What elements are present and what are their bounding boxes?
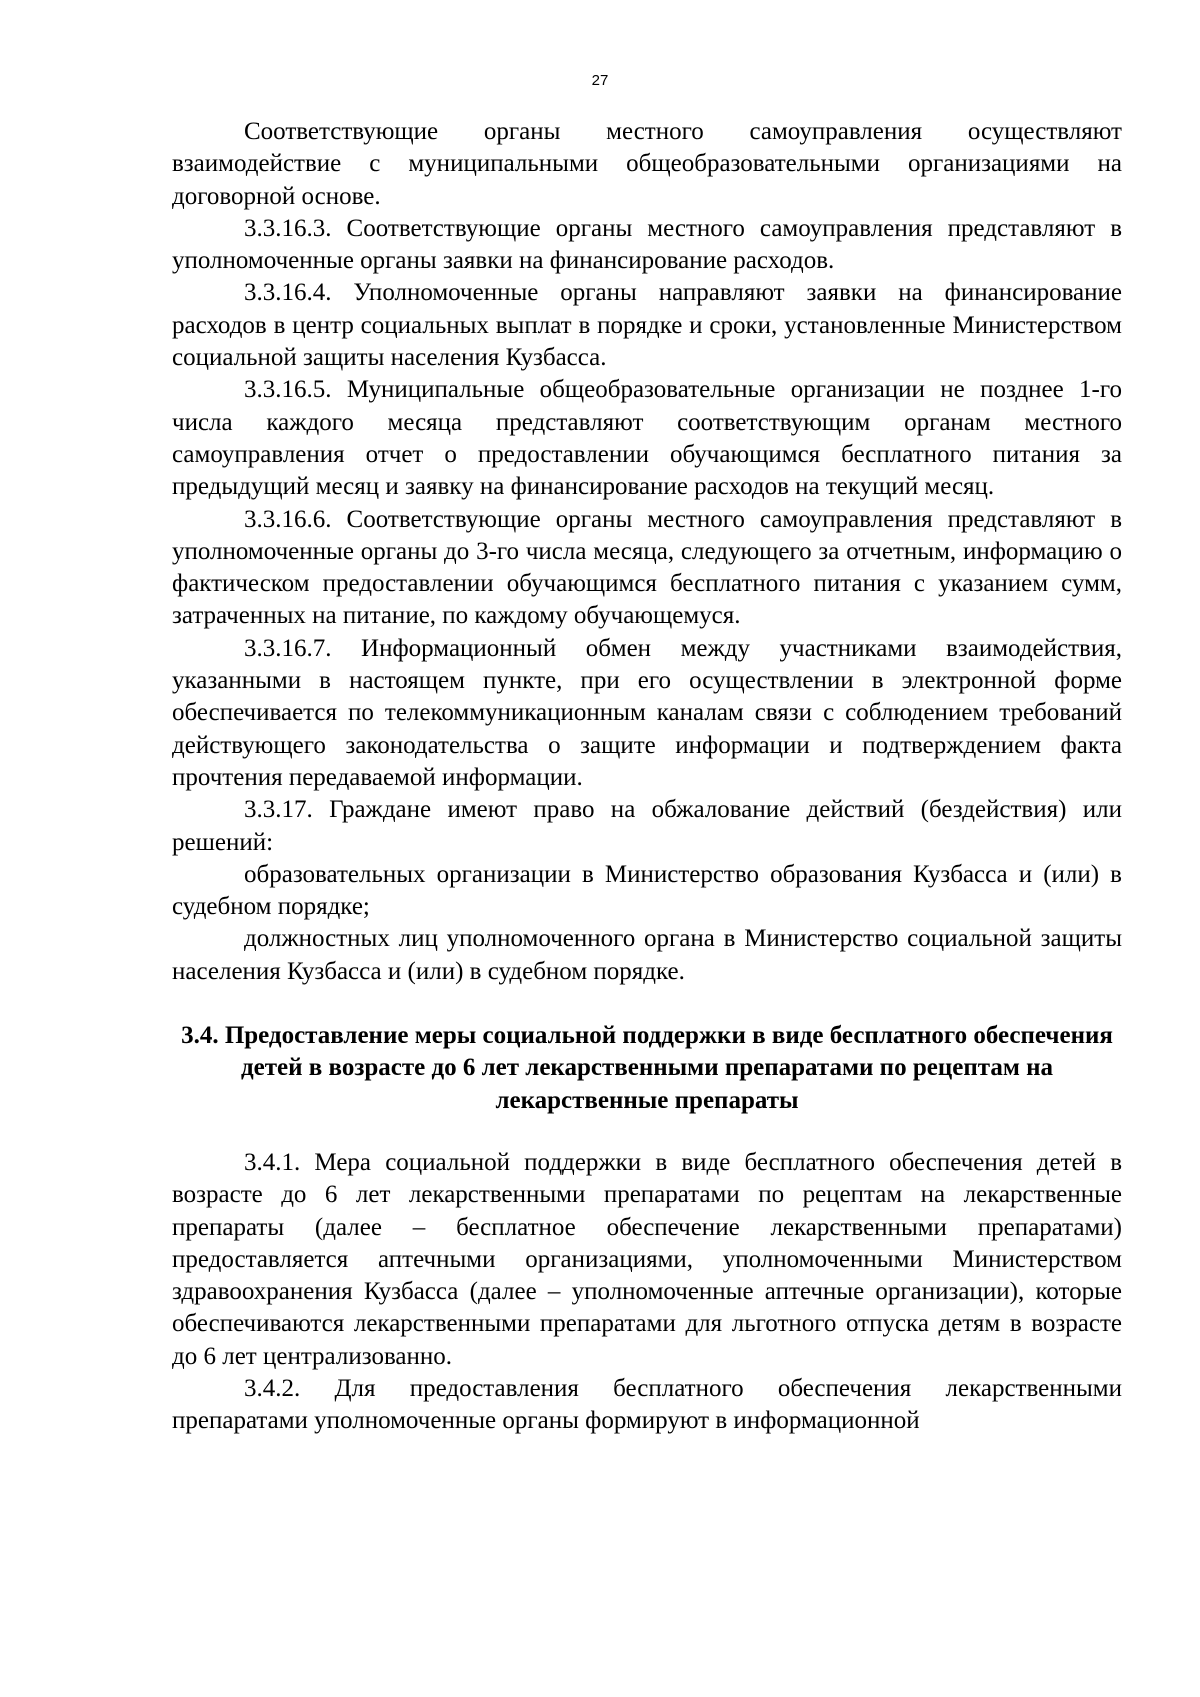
paragraph-3-3-16-7: 3.3.16.7. Информационный обмен между участниками взаимодействия, указанными в настоящем пункте, при его осуществлении в электронной форме обеспечивается по телекоммуникационным каналам связи с соблюдением требований действующего законодательства о защите информации и подтверждением факта прочтения передаваемой информации. — [172, 634, 1122, 791]
paragraph-3-3-16-5: 3.3.16.5. Муниципальные общеобразовательные организации не позднее 1-го числа каждого месяца представляют соответствующим органам местного самоуправления отчет о предоставлении обучающимся бесплатного питания за предыдущий месяц и заявку на финансирование расходов на текущий месяц. — [172, 376, 1122, 501]
list-item-education-organizations: образовательных организации в Министерство образования Кузбасса и (или) в судебном порядке; — [172, 860, 1122, 921]
document-body — [172, 116, 1122, 1438]
section-heading-3-4: 3.4. Предоставление меры социальной поддержки в виде бесплатного обеспечения детей в возрасте до 6 лет лекарственными препаратами по рецептам на лекарственные препараты — [181, 1022, 1113, 1114]
paragraph-3-4-1: 3.4.1. Мера социальной поддержки в виде бесплатного обеспечения детей в возрасте до 6 лет лекарственными препаратами по рецептам на лекарственные препараты (далее – бесплатное обеспечение лекарственными препаратами) предоставляется аптечными организациями, уполномоченными Министерством здравоохранения Кузбасса (далее – уполномоченные аптечные организации), которые обеспечиваются лекарственными препаратами для льготного отпуска детям в возрасте до 6 лет централизованно. — [172, 1148, 1122, 1370]
paragraph-3-3-16-3: 3.3.16.3. Соответствующие органы местного самоуправления представляют в уполномоченные органы заявки на финансирование расходов. — [172, 214, 1122, 275]
page-number: 27 — [591, 72, 609, 89]
paragraph-3-3-16-4: 3.3.16.4. Уполномоченные органы направляют заявки на финансирование расходов в центр социальных выплат в порядке и сроки, установленные Министерством социальной защиты населения Кузбасса. — [172, 279, 1122, 372]
paragraph-3-4-2: 3.4.2. Для предоставления бесплатного обеспечения лекарственными препаратами уполномоченные органы формируют в информационной — [172, 1374, 1122, 1435]
paragraph-3-3-16-6: 3.3.16.6. Соответствующие органы местного самоуправления представляют в уполномоченные органы до 3-го числа месяца, следующего за отчетным, информацию о фактическом предоставлении обучающимся бесплатного питания с указанием сумм, затраченных на питание, по каждому обучающемуся. — [172, 505, 1122, 630]
list-item-officials: должностных лиц уполномоченного органа в Министерство социальной защиты населения Кузбасса и (или) в судебном порядке. — [172, 925, 1122, 985]
paragraph-3-3-17: 3.3.17. Граждане имеют право на обжалование действий (бездействия) или решений: — [172, 796, 1122, 856]
paragraph-cooperation: Соответствующие органы местного самоуправления осуществляют взаимодействие с муниципальными общеобразовательными организациями на договорной основе. — [172, 118, 1122, 210]
